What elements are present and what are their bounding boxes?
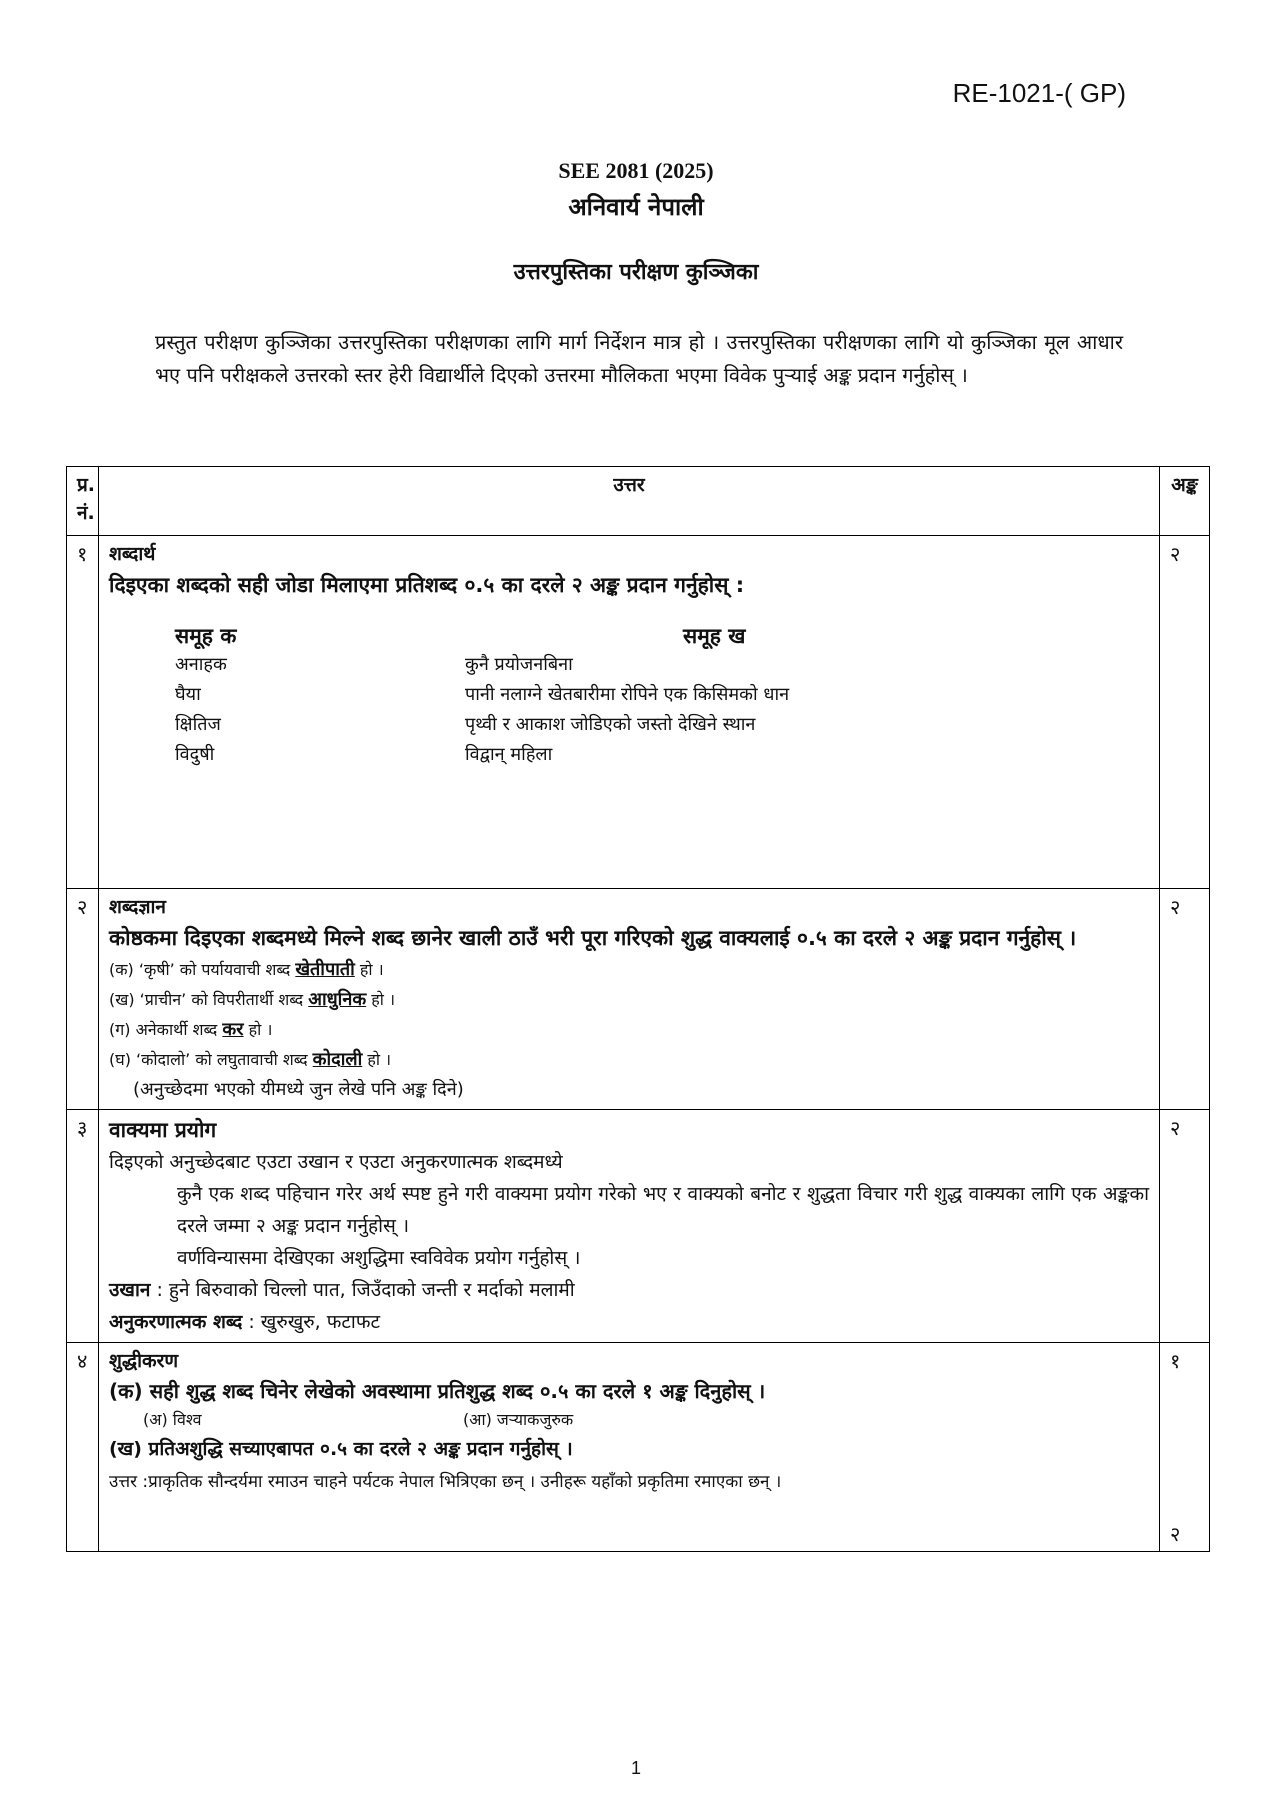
instruction-part-a: (क) सही शुद्ध शब्द चिनेर लेखेको अवस्थामा प्रतिशुद्ध शब्द ०.५ का दरले १ अङ्क दिनुहोस् ।: [109, 1379, 766, 1403]
section-title: वाक्यमा प्रयोग: [109, 1118, 217, 1142]
item-answer: कोदाली: [312, 1049, 363, 1070]
item-answer: कर: [222, 1019, 244, 1040]
answer-cell: [99, 889, 1160, 1110]
marks-value: २: [1160, 536, 1210, 889]
intro-paragraph: प्रस्तुत परीक्षण कुञ्जिका उत्तरपुस्तिका परीक्षणका लागि मार्ग निर्देशन मात्र हो । उत्तरपुस्तिका परीक्षणका लागि यो कुञ्जिका मूल आधार भए पनि परीक्षकले उत्तरको स्तर हेरी विद्यार्थीले दिएको उत्तरमा मौलिकता भएमा विवेक पुऱ्याई अङ्क प्रदान गर्नुहोस् ।: [155, 330, 1123, 387]
marks-value: २: [1170, 1522, 1181, 1546]
item-text: (क) ‘कृषी’ को पर्यायवाची शब्द: [109, 960, 296, 979]
marking-note: (अनुच्छेदमा भएको यीमध्ये जुन लेखे पनि अङ्क दिने): [133, 1079, 464, 1100]
section-title: शुद्धीकरण: [109, 1350, 179, 1372]
onomatopoeia-label: अनुकरणात्मक शब्द: [109, 1311, 243, 1333]
option-a: (अ) विश्व: [143, 1410, 202, 1429]
page-number: 1: [630, 1758, 641, 1778]
answer-cell: [99, 1343, 1160, 1552]
match-row: [109, 650, 1149, 680]
document-code: RE-1021-( GP): [952, 78, 1126, 108]
answer-text: उत्तर :प्राकृतिक सौन्दर्यमा रमाउन चाहने पर्यटक नेपाल भित्रिएका छन् । उनीहरू यहाँको प्रकृतिमा रमाएका छन् ।: [109, 1472, 782, 1492]
option-b: (आ) जऱ्याकजुरुक: [463, 1410, 574, 1429]
group-b-meaning: पृथ्वी र आकाश जोडिएको जस्तो देखिने स्थान: [465, 714, 756, 735]
instruction-line: दिइएको अनुच्छेदबाट एउटा उखान र एउटा अनुकरणात्मक शब्दमध्ये: [109, 1151, 563, 1173]
table-header-row: [67, 467, 1210, 536]
group-a-word: विदुषी: [175, 744, 215, 765]
instruction-line: कुनै एक शब्द पहिचान गरेर अर्थ स्पष्ट हुने गरी वाक्यमा प्रयोग गरेको भए र वाक्यको बनोट र शुद्धता विचार गरी शुद्ध वाक्यका लागि एक अङ्कका दरले जम्मा २ अङ्क प्रदान गर्नुहोस् ।: [177, 1183, 1149, 1237]
group-b-heading: समूह ख: [683, 624, 746, 648]
header-answer: उत्तर: [99, 467, 1160, 536]
instruction-line: वर्णविन्यासमा देखिएका अशुद्धिमा स्वविवेक प्रयोग गर्नुहोस् ।: [177, 1247, 581, 1269]
group-a-word: अनाहक: [175, 654, 227, 675]
answer-cell: [99, 1110, 1160, 1343]
table-row: [67, 1343, 1210, 1552]
table-row: [67, 1110, 1210, 1343]
item-answer: खेतीपाती: [295, 959, 355, 980]
group-a-word: क्षितिज: [175, 714, 221, 735]
header-no-line1: प्र.: [77, 474, 96, 496]
proverb-label: उखान: [109, 1279, 151, 1301]
item-text: (ग) अनेकार्थी शब्द: [109, 1020, 223, 1039]
onomatopoeia-text: : खुरुखुरु, फटाफट: [242, 1311, 381, 1333]
match-row: [109, 680, 1149, 710]
answer-key-table: [66, 466, 1210, 1552]
match-row: [109, 710, 1149, 740]
subject-title: अनिवार्य नेपाली: [568, 193, 704, 221]
group-a-word: घैया: [175, 684, 201, 705]
key-title: उत्तरपुस्तिका परीक्षण कुञ्जिका: [513, 260, 759, 285]
group-b-meaning: कुनै प्रयोजनबिना: [465, 654, 573, 675]
group-b-meaning: विद्वान् महिला: [465, 744, 553, 765]
group-a-heading: समूह क: [175, 624, 237, 648]
marks-value: १: [1170, 1349, 1181, 1373]
question-number: ४: [67, 1343, 99, 1552]
proverb-text: : हुने बिरुवाको चिल्लो पात, जिउँदाको जन्ती र मर्दाको मलामी: [150, 1279, 575, 1301]
header-no-line2: नं.: [77, 502, 95, 524]
marks-value: २: [1160, 1110, 1210, 1343]
question-number: १: [67, 536, 99, 889]
instruction: कोष्ठकमा दिइएका शब्दमध्ये मिल्ने शब्द छानेर खाली ठाउँ भरी पूरा गरिएको शुद्ध वाक्यलाई ०.५ का दरले २ अङ्क प्रदान गर्नुहोस् ।: [109, 926, 1077, 950]
section-title: शब्दार्थ: [109, 543, 156, 565]
exam-title: SEE 2081 (2025): [558, 158, 714, 183]
answer-options: [109, 1407, 1149, 1433]
item-end: हो ।: [354, 960, 384, 979]
table-row: [67, 536, 1210, 889]
section-title: शब्दज्ञान: [109, 896, 166, 918]
table-row: [67, 889, 1210, 1110]
group-headings: [109, 622, 1149, 650]
marks-value: २: [1160, 889, 1210, 1110]
item-end: हो ।: [362, 1050, 392, 1069]
onomatopoeia-line: [109, 1306, 1149, 1338]
group-b-meaning: पानी नलाग्ने खेतबारीमा रोपिने एक किसिमको धान: [465, 684, 790, 705]
answer-cell: [99, 536, 1160, 889]
item-end: हो ।: [243, 1020, 273, 1039]
list-item: [109, 985, 1149, 1015]
item-answer: आधुनिक: [308, 989, 367, 1010]
list-item: [109, 1045, 1149, 1075]
instruction-part-b: (ख) प्रतिअशुद्धि सच्याएबापत ०.५ का दरले २ अङ्क प्रदान गर्नुहोस् ।: [109, 1438, 573, 1460]
list-item: [109, 955, 1149, 985]
proverb-line: [109, 1274, 1149, 1306]
list-item: [109, 1015, 1149, 1045]
item-text: (घ) ‘कोदालो’ को लघुतावाची शब्द: [109, 1050, 313, 1069]
instruction: दिइएका शब्दको सही जोडा मिलाएमा प्रतिशब्द ०.५ का दरले २ अङ्क प्रदान गर्नुहोस् :: [109, 573, 745, 597]
question-number: २: [67, 889, 99, 1110]
match-row: [109, 740, 1149, 770]
header-question-no: [67, 467, 99, 536]
item-text: (ख) ‘प्राचीन’ को विपरीतार्थी शब्द: [109, 990, 309, 1009]
header-marks: अङ्क: [1160, 467, 1210, 536]
marks-cell: [1160, 1343, 1210, 1552]
item-end: हो ।: [366, 990, 396, 1009]
question-number: ३: [67, 1110, 99, 1343]
